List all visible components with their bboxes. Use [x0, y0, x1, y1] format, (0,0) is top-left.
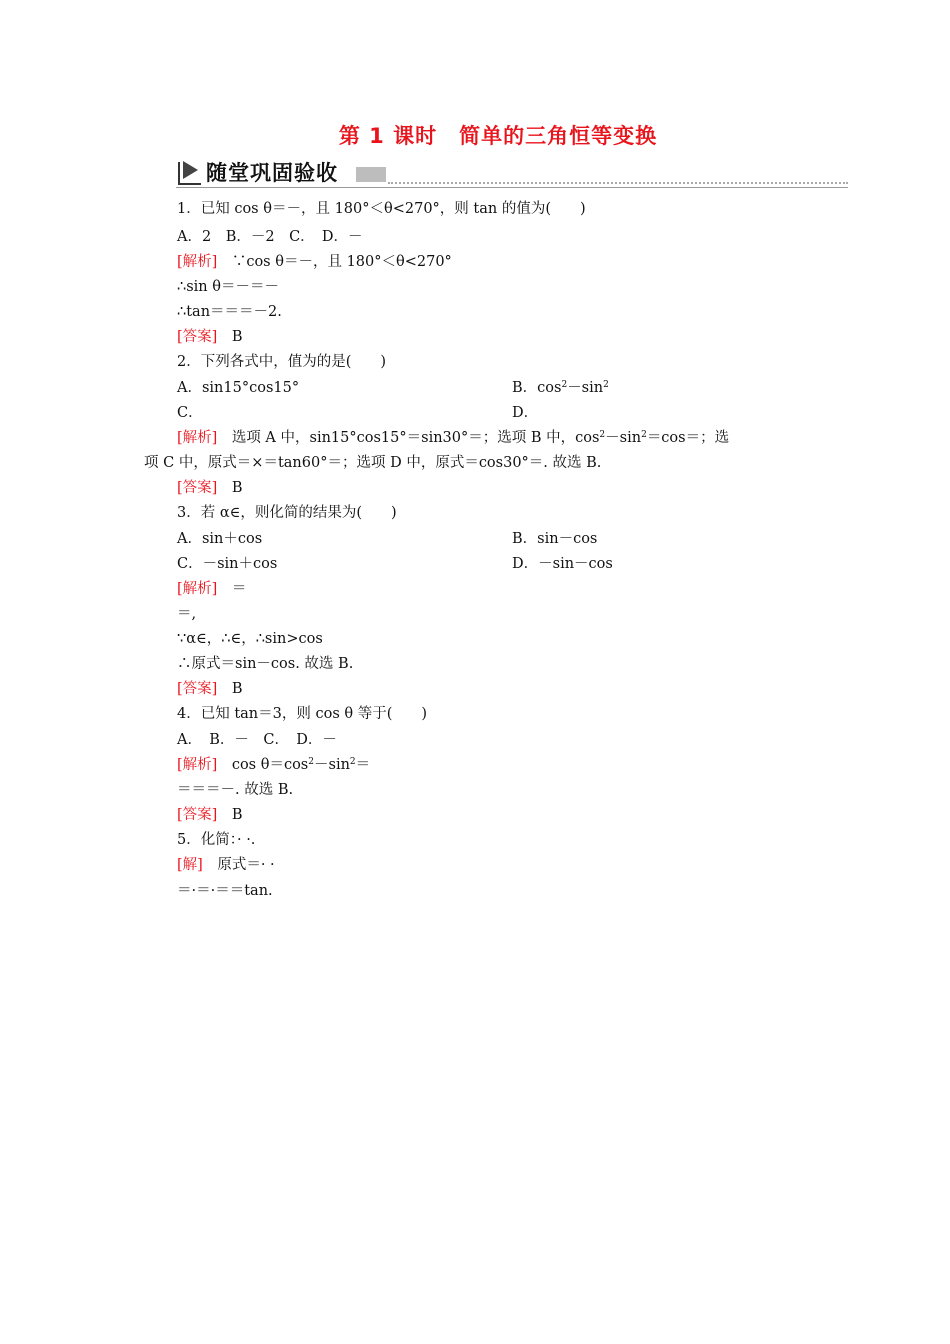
analysis-tag: [解析]: [177, 254, 218, 270]
q2-analysis-mid: －sin: [605, 430, 642, 446]
q4-options: A． B．－ C． D．－: [177, 732, 337, 748]
q5-solution: [177, 855, 275, 875]
section-header-title: 随堂巩固验收: [206, 161, 338, 185]
superscript: 2: [561, 380, 568, 390]
q4-analysis-pre: cos θ＝cos: [231, 757, 309, 773]
header-block: [356, 167, 386, 182]
q1-stem: 1．已知 cos θ＝－，且 180°＜θ<270°，则 tan 的值为( ): [177, 201, 586, 217]
q3-option-d: D．－sin－cos: [512, 556, 613, 572]
superscript: 2: [349, 757, 356, 767]
q4-analysis-mid: －sin: [314, 757, 350, 773]
q2-answer: [177, 478, 242, 498]
q4-answer-value: B: [231, 807, 243, 823]
q3-analysis-line3: ∵α∈，∴∈，∴sin>cos: [177, 631, 323, 647]
q3-answer-value: B: [231, 681, 243, 697]
q2-analysis-line2: 项 C 中，原式＝×＝tan60°＝；选项 D 中，原式＝cos30°＝. 故选 B.: [144, 455, 602, 471]
q2-analysis-post: ＝cos＝；选: [646, 430, 730, 446]
header-dotted-line: [388, 182, 848, 184]
q2-option-b-mid: －sin: [567, 380, 604, 396]
q3-analysis-line4: ∴原式＝sin－cos. 故选 B.: [177, 656, 354, 672]
q1-answer-value: B: [231, 329, 243, 345]
q2-option-b: [512, 378, 609, 398]
q2-stem: 2．下列各式中，值为的是( ): [177, 354, 387, 370]
q1-answer: [177, 327, 242, 347]
superscript: 2: [641, 430, 647, 440]
solution-tag: [解]: [177, 857, 203, 873]
q3-analysis-text: ＝: [231, 581, 247, 597]
q5-stem: 5．化简：· ·.: [177, 832, 256, 848]
analysis-tag: [解析]: [177, 757, 218, 773]
page-title: 第 1 课时 简单的三角恒等变换: [338, 124, 658, 148]
q3-answer: [177, 679, 242, 699]
analysis-tag: [解析]: [177, 430, 218, 446]
q1-analysis-line3: ∴tan＝＝＝－2.: [177, 304, 282, 320]
answer-tag: [答案]: [177, 681, 218, 697]
q3-option-a: A．sin＋cos: [177, 531, 263, 547]
q1-analysis-text: ∵cos θ＝－，且 180°＜θ<270°: [231, 254, 452, 270]
section-header: [176, 156, 848, 188]
q3-option-c: C．－sin＋cos: [177, 556, 278, 572]
answer-tag: [答案]: [177, 480, 218, 496]
q2-answer-value: B: [231, 480, 243, 496]
answer-tag: [答案]: [177, 329, 218, 345]
answer-tag: [答案]: [177, 807, 218, 823]
superscript: 2: [599, 430, 606, 440]
q5-solution-text: 原式＝· ·: [217, 857, 275, 873]
superscript: 2: [603, 380, 609, 390]
q2-analysis-pre: 选项 A 中，sin15°cos15°＝sin30°＝；选项 B 中，cos: [231, 430, 600, 446]
play-arrow-icon: [176, 158, 204, 186]
q5-solution-line2: ＝·＝·＝＝tan.: [177, 883, 273, 899]
q3-analysis-line2: ＝,: [177, 606, 197, 622]
q2-option-a: A．sin15°cos15°: [177, 380, 300, 396]
q4-analysis: [177, 755, 370, 775]
analysis-tag: [解析]: [177, 581, 218, 597]
q2-analysis: [177, 428, 729, 448]
superscript: 2: [308, 757, 314, 767]
q1-analysis: [177, 252, 452, 272]
q1-options: A．2 B．－2 C． D．－: [177, 229, 363, 245]
q3-option-b: B．sin－cos: [512, 531, 598, 547]
q4-analysis-line2: ＝＝＝－. 故选 B.: [177, 782, 294, 798]
q4-analysis-post: ＝: [355, 757, 371, 773]
q1-analysis-line2: ∴sin θ＝－＝－: [177, 279, 279, 295]
q3-analysis: [177, 579, 246, 599]
q2-option-c: C．: [177, 405, 203, 421]
q4-answer: [177, 805, 242, 825]
q3-stem: 3．若 α∈，则化简的结果为( ): [177, 505, 397, 521]
q4-stem: 4．已知 tan＝3，则 cos θ 等于( ): [177, 706, 428, 722]
q2-option-b-pre: B．cos: [512, 380, 562, 396]
header-rule: [176, 187, 848, 188]
q2-option-d: D．: [512, 405, 539, 421]
